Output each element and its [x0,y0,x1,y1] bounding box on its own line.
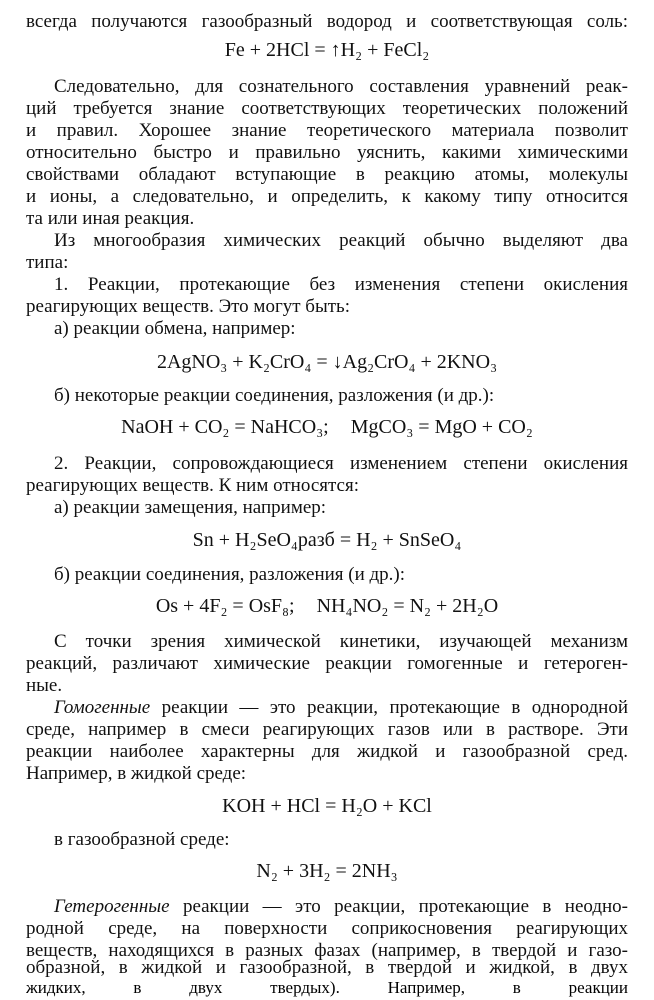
text-line: и правил. Хорошее знание теоретического материала позволит [26,120,628,141]
text-line: среде, например в смеси реагирующих газов или в растворе. Эти [26,719,628,740]
text-line: всегда получаются газообразный водород и соответствующая соль: [26,11,628,32]
equation-agno3: 2AgNO₃ + K₂CrO₄ = ↓Ag₂CrO₄ + 2KNO₃ [156,351,498,373]
text-line: образной, в жидкой и газообразной, в твердой и жидкой, в двух [26,957,628,978]
term-heterogeneous: Гетерогенные [54,896,170,917]
text-line: и ионы, а следовательно, и определить, к какому типу относится [26,186,628,207]
equation-n2: N₂ + 3H₂ = 2NH₃ [256,860,398,882]
equation-mgco3: MgCO₃ = MgO + CO₂ [350,416,533,438]
equation-os-nh4no2 [0,593,654,619]
text-line: 2. Реакции, сопровождающиеся изменением степени окисления [54,453,628,474]
text-line: свойствами обладают вступающие в реакцию атомы, молекулы [26,164,628,185]
equation-sn: Sn + H₂SeO₄разб = H₂ + SnSeO₄ [192,529,462,551]
text-line: типа: [26,252,69,273]
equation-os: Os + 4F₂ = OsF₈; [155,595,295,617]
text-line: б) реакции соединения, разложения (и др.): [54,564,406,585]
equation-koh: KOH + HCl = H₂O + KCl [222,795,432,817]
text-line: а) реакции обмена, например: [54,318,296,339]
text-line: реакции наиболее характерны для жидкой и газообразной сред. [26,741,628,762]
text-line-partial: жидких, в двух твердых). Например, в реакции [26,978,628,997]
text-line: ные. [26,675,63,696]
equation-fe-hcl: Fe + 2HCl = ↑H₂ + FeCl₂ [224,39,430,61]
equation-naoh-mgco3 [0,414,654,440]
equation-naoh: NaOH + CO₂ = NaHCO₃; [121,416,329,438]
text-line: родной среде, на поверхности соприкосновения реагирующих [26,918,628,939]
text-line: та или иная реакция. [26,208,195,229]
text-line: 1. Реакции, протекающие без изменения степени окисления [54,274,628,295]
text-line: Например, в жидкой среде: [26,763,247,784]
text-line: веществ, находящихся в разных фазах (например, в твердой и газо- [26,940,628,961]
text-line: реакций, различают химические реакции гомогенные и гетероген- [26,653,628,674]
text-line: реагирующих веществ. Это могут быть: [26,296,350,317]
text-line: а) реакции замещения, например: [54,497,327,518]
equation-nh4no2: NH₄NO₂ = N₂ + 2H₂O [316,595,499,617]
text-line: ций требуется знание соответствующих теоретических положений [26,98,628,119]
text-line: относительно быстро и правильно уяснить, какими химическими [26,142,628,163]
text-line: в газообразной среде: [54,829,230,850]
text-line: б) некоторые реакции соединения, разложения (и др.): [54,385,495,406]
term-homogeneous: Гомогенные [54,697,151,718]
text-line: С точки зрения химической кинетики, изучающей механизм [54,631,628,652]
text-line: Гетерогенные реакции — это реакции, протекающие в неодно- [54,896,628,917]
text-line: Из многообразия химических реакций обычно выделяют два [54,230,628,251]
text-line: Следовательно, для сознательного составления уравнений реак- [54,76,628,97]
text-line: Гомогенные реакции — это реакции, протекающие в однородной [54,697,628,718]
text-line: реагирующих веществ. К ним относятся: [26,475,359,496]
